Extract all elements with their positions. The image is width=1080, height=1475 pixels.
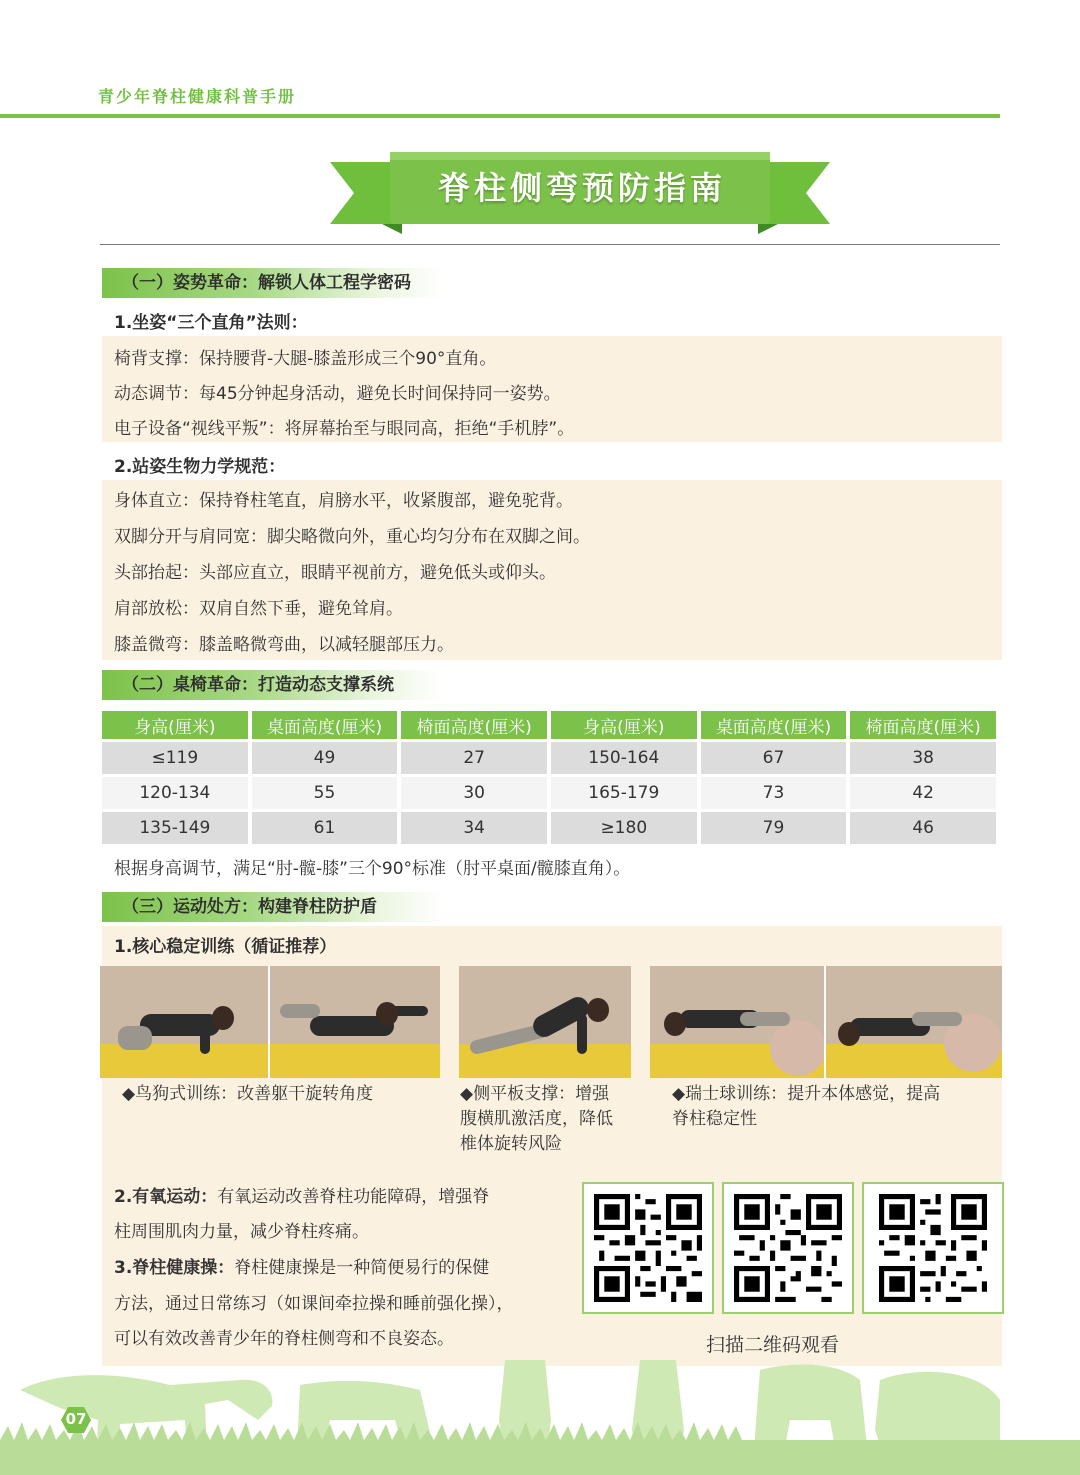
qr-code-icon <box>879 1194 987 1302</box>
gym-line: 脊柱健康操是一种简便易行的保健 <box>234 1258 490 1278</box>
side-plank-photo <box>459 966 631 1078</box>
table-cell: 61 <box>252 812 398 844</box>
gym-label: 3.脊柱健康操： <box>114 1258 235 1278</box>
table-cell: 79 <box>701 812 847 844</box>
table-header: 椅面高度(厘米) <box>401 711 547 739</box>
table-cell: 165-179 <box>551 777 697 809</box>
side-plank-caption: 腹横肌激活度，降低 <box>460 1109 613 1129</box>
table-cell: 42 <box>850 777 996 809</box>
table-header: 桌面高度(厘米) <box>252 711 398 739</box>
table-cell: 55 <box>252 777 398 809</box>
qr-code-3[interactable] <box>862 1182 1004 1314</box>
qr-code-1[interactable] <box>582 1182 714 1314</box>
table-cell: ≤119 <box>102 742 248 774</box>
standing-rule-line: 肩部放松：双肩自然下垂，避免耸肩。 <box>114 599 403 619</box>
section3-banner: （三）运动处方：构建脊柱防护盾 <box>102 892 442 922</box>
table-row <box>102 777 996 809</box>
standing-rule-box <box>102 480 1002 660</box>
sitting-rule-box <box>102 336 1002 442</box>
standing-rule-heading: 2.站姿生物力学规范： <box>114 457 286 477</box>
table-header: 身高(厘米) <box>551 711 697 739</box>
qr-caption: 扫描二维码观看 <box>706 1334 840 1356</box>
swiss-ball-caption: ◆瑞士球训练：提升本体感觉，提高 <box>672 1084 941 1104</box>
standing-rule-line: 身体直立：保持脊柱笔直，肩膀水平，收紧腹部，避免驼背。 <box>114 491 573 511</box>
table-note: 根据身高调节，满足“肘-髋-膝”三个90°标准（肘平桌面/髋膝直角）。 <box>114 859 631 879</box>
aerobic-line: 柱周围肌肉力量，减少脊柱疼痛。 <box>114 1222 369 1242</box>
sitting-rule-line: 电子设备“视线平叛”：将屏幕抬至与眼同高，拒绝“手机脖”。 <box>114 419 575 439</box>
table-header: 椅面高度(厘米) <box>850 711 996 739</box>
bird-dog-photo <box>100 966 440 1078</box>
page-title: 脊柱侧弯预防指南 <box>437 169 726 207</box>
swiss-ball-caption: 脊柱稳定性 <box>672 1109 757 1129</box>
title-rule <box>100 244 1000 245</box>
handbook-title: 青少年脊柱健康科普手册 <box>98 87 297 106</box>
table-cell: ≥180 <box>551 812 697 844</box>
sitting-rule-line: 椅背支撑：保持腰背-大腿-膝盖形成三个90°直角。 <box>114 349 497 369</box>
qr-code-2[interactable] <box>722 1182 854 1314</box>
table-cell: 135-149 <box>102 812 248 844</box>
table-cell: 38 <box>850 742 996 774</box>
table-cell: 27 <box>401 742 547 774</box>
table-header: 身高(厘米) <box>102 711 248 739</box>
table-cell: 67 <box>701 742 847 774</box>
aerobic-text <box>114 1182 489 1207</box>
sitting-rule-heading: 1.坐姿“三个直角”法则： <box>114 313 308 333</box>
table-cell: 46 <box>850 812 996 844</box>
section1-banner: （一）姿势革命：解锁人体工程学密码 <box>102 268 442 298</box>
page-number: 07 <box>65 1410 87 1428</box>
core-training-heading: 1.核心稳定训练（循证推荐） <box>114 937 337 957</box>
section2-banner: （二）桌椅革命：打造动态支撑系统 <box>102 670 442 700</box>
aerobic-line: 有氧运动改善脊柱功能障碍，增强脊 <box>217 1187 490 1207</box>
table-cell: 30 <box>401 777 547 809</box>
table-cell: 49 <box>252 742 398 774</box>
standing-rule-line: 膝盖微弯：膝盖略微弯曲，以减轻腿部压力。 <box>114 635 454 655</box>
table-cell: 73 <box>701 777 847 809</box>
table-cell: 150-164 <box>551 742 697 774</box>
table-header: 桌面高度(厘米) <box>701 711 847 739</box>
bird-dog-caption: ◆鸟狗式训练：改善躯干旋转角度 <box>122 1084 374 1104</box>
table-row <box>102 742 996 774</box>
gym-line: 方法，通过日常练习（如课间牵拉操和睡前强化操）， <box>114 1294 514 1314</box>
qr-code-icon <box>594 1194 702 1302</box>
side-plank-caption: ◆侧平板支撑：增强 <box>460 1084 610 1104</box>
silhouette-decoration <box>0 1360 1080 1475</box>
sitting-rule-line: 动态调节：每45分钟起身活动，避免长时间保持同一姿势。 <box>114 384 561 404</box>
table-cell: 120-134 <box>102 777 248 809</box>
standing-rule-line: 双脚分开与肩同宽：脚尖略微向外，重心均匀分布在双脚之间。 <box>114 527 590 547</box>
gym-line: 可以有效改善青少年的脊柱侧弯和不良姿态。 <box>114 1329 454 1349</box>
aerobic-label: 2.有氧运动： <box>114 1187 218 1207</box>
header-rule <box>0 114 1000 118</box>
table-row <box>102 812 996 844</box>
side-plank-caption: 椎体旋转风险 <box>460 1134 562 1154</box>
desk-chair-table <box>100 708 1002 847</box>
table-cell: 34 <box>401 812 547 844</box>
gym-text <box>114 1253 489 1278</box>
standing-rule-line: 头部抬起：头部应直立，眼睛平视前方，避免低头或仰头。 <box>114 563 556 583</box>
swiss-ball-photo <box>650 966 1002 1078</box>
qr-code-icon <box>734 1194 842 1302</box>
